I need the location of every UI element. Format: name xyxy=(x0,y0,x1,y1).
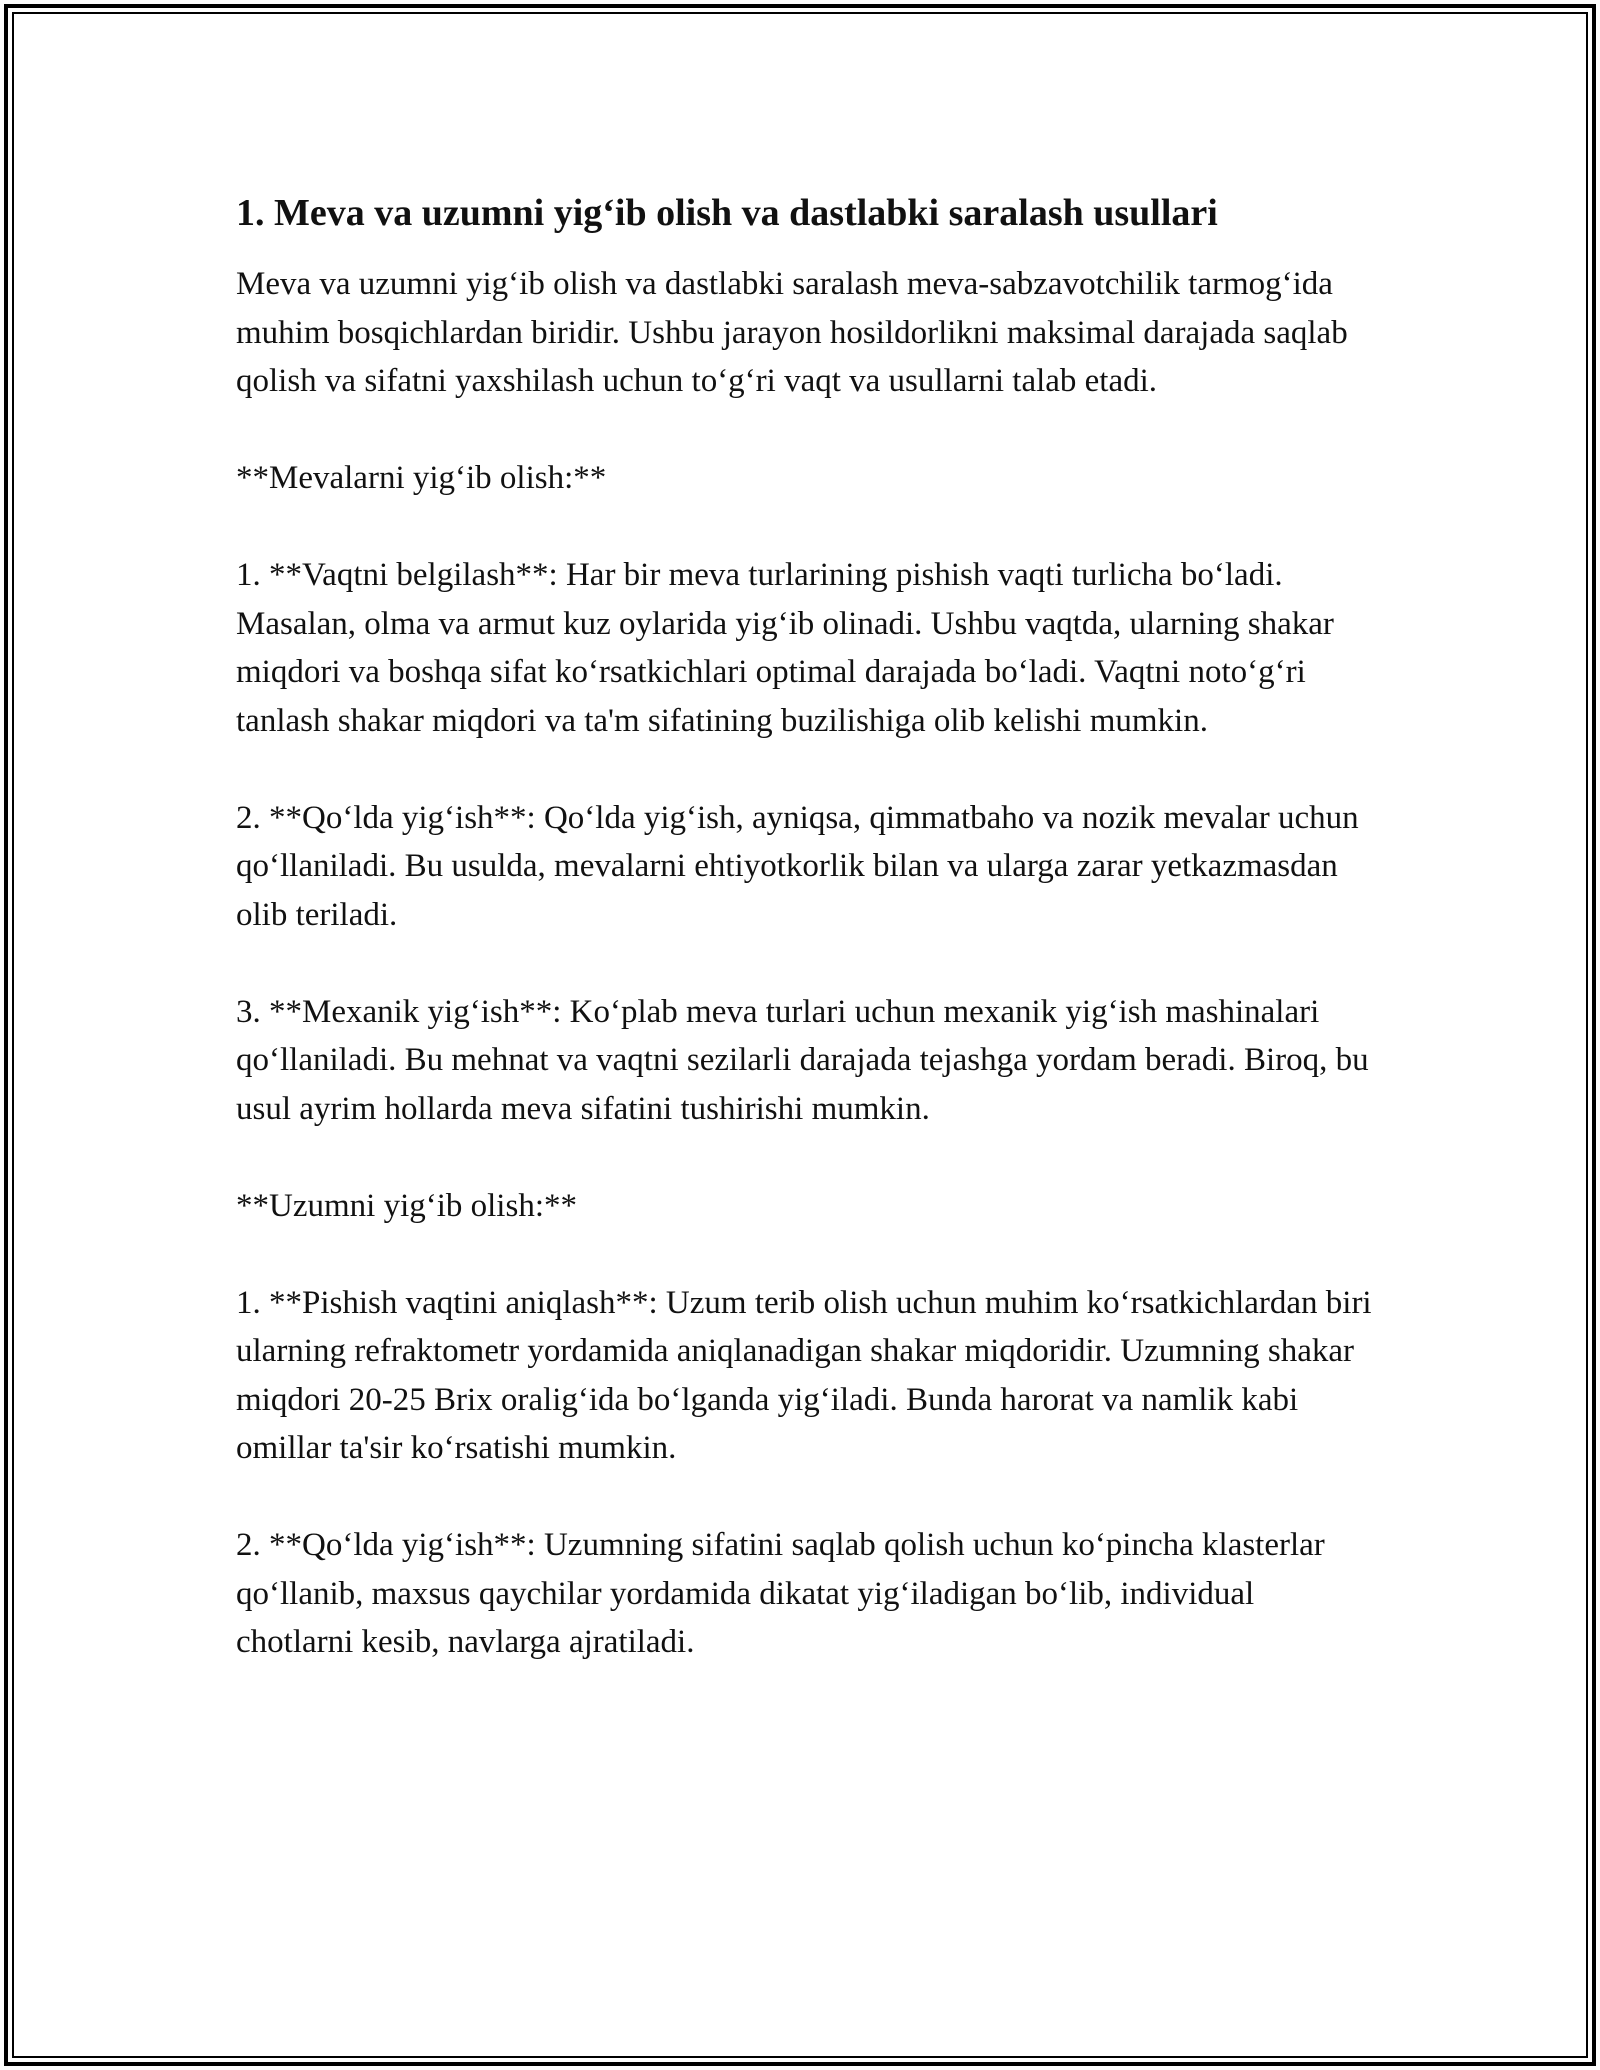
fruit-item-timing: 1. **Vaqtni belgilash**: Har bir meva turlarining pishish vaqti turlicha bo‘ladi. Masalan, olma va armut kuz oylarida yig‘ib olinadi. Ushbu vaqtda, ularning shakar miqdori va boshqa sifat ko‘rsatkichlari optimal darajada bo‘ladi. Vaqtni noto‘g‘ri tanlash shakar miqdori va ta'm sifatining buzilishiga olib kelishi mumkin. xyxy=(236,557,1334,739)
document-title: 1. Meva va uzumni yig‘ib olish va dastlabki saralash usullari xyxy=(236,192,1218,234)
fruit-item-manual-harvest: 2. **Qo‘lda yig‘ish**: Qo‘lda yig‘ish, ayniqsa, qimmatbaho va nozik mevalar uchun qo‘llaniladi. Bu usulda, mevalarni ehtiyotkorlik bilan va ularga zarar yetkazmasdan olib teriladi. xyxy=(236,799,1359,933)
section-heading-grape-harvest: **Uzumni yig‘ib olish:** xyxy=(236,1187,577,1224)
grape-item-manual-harvest: 2. **Qo‘lda yig‘ish**: Uzumning sifatini saqlab qolish uchun ko‘pincha klasterlar qo‘llanib, maxsus qaychilar yordamida dikatat yig‘iladigan bo‘lib, individual chotlarni kesib, navlarga ajratiladi. xyxy=(236,1527,1325,1660)
section-heading-fruit-harvest: **Mevalarni yig‘ib olish:** xyxy=(236,460,607,496)
intro-paragraph: Meva va uzumni yig‘ib olish va dastlabki saralash meva-sabzavotchilik tarmog‘ida muhim bosqichlardan biridir. Ushbu jarayon hosildorlikni maksimal darajada saqlab qolish va sifatni yaxshilash uchun to‘g‘ri vaqt va usullarni talab etadi. xyxy=(236,266,1348,399)
grape-item-ripeness: 1. **Pishish vaqtini aniqlash**: Uzum terib olish uchun muhim ko‘rsatkichlardan biri ularning refraktometr yordamida aniqlanadigan shakar miqdoridir. Uzumning shakar miqdori 20-25 Brix oralig‘ida bo‘lganda yig‘iladi. Bunda harorat va namlik kabi omillar ta'sir ko‘rsatishi mumkin. xyxy=(236,1284,1372,1466)
document-body xyxy=(236,188,1376,1667)
fruit-item-mechanical-harvest: 3. **Mexanik yig‘ish**: Ko‘plab meva turlari uchun mexanik yig‘ish mashinalari qo‘llaniladi. Bu mehnat va vaqtni sezilarli darajada tejashga yordam beradi. Biroq, bu usul ayrim hollarda meva sifatini tushirishi mumkin. xyxy=(236,993,1369,1127)
